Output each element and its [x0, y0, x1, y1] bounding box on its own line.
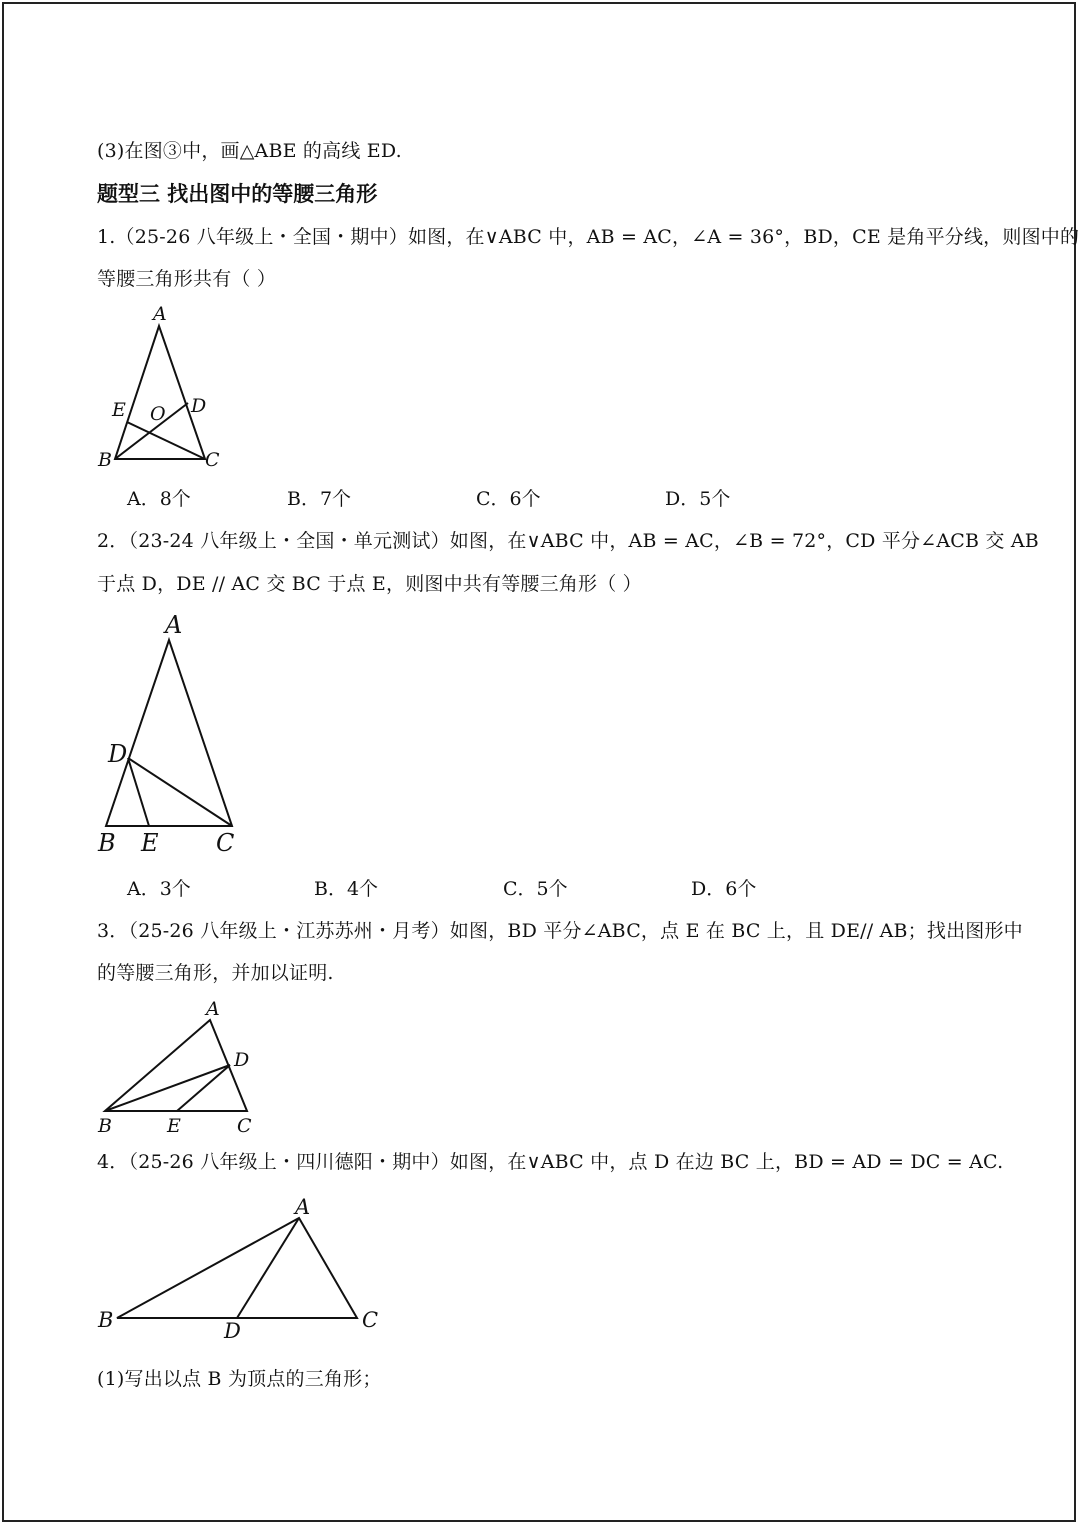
q1-label-a: A	[153, 303, 167, 325]
q4-label-b: B	[98, 1308, 114, 1332]
q1-option-b[interactable]: B．7个	[287, 488, 352, 510]
q2-segment-de	[128, 758, 149, 826]
q4-label-a: A	[295, 1195, 311, 1219]
q3-text-line1: 3．（25-26 八年级上・江苏苏州・月考）如图，BD 平分∠ABC，点 E 在 BC 上，且 DE// AB；找出图形中	[97, 920, 1023, 942]
q3-text-line2: 的等腰三角形，并加以证明.	[97, 962, 334, 984]
q3-label-c: C	[237, 1115, 252, 1137]
q2-triangle-abc	[106, 640, 232, 826]
q2-segment-dc	[128, 758, 232, 826]
q1-text-line2: 等腰三角形共有（ ）	[97, 268, 277, 290]
q2-option-a[interactable]: A．3个	[127, 878, 191, 900]
q4-segment-ad	[237, 1218, 299, 1318]
q1-option-c[interactable]: C．6个	[476, 488, 541, 510]
q4-label-c: C	[362, 1308, 379, 1332]
q1-text-line1: 1.（25-26 八年级上・全国・期中）如图，在∨ABC 中，AB = AC，∠A = 36°，BD，CE 是角平分线，则图中的	[97, 226, 1080, 248]
q1-option-a[interactable]: A．8个	[127, 488, 191, 510]
q2-text-line2: 于点 D，DE // AC 交 BC 于点 E，则图中共有等腰三角形（ ）	[97, 573, 642, 595]
q4-part-1: (1)写出以点 B 为顶点的三角形；	[97, 1368, 382, 1390]
q2-figure	[95, 610, 245, 860]
q2-label-b: B	[98, 829, 116, 857]
q1-triangle-abc	[115, 326, 205, 459]
q3-label-d: D	[234, 1049, 250, 1071]
q2-label-a: A	[165, 611, 183, 639]
q3-label-e: E	[167, 1115, 181, 1137]
part-3-instruction: (3)在图③中，画△ABE 的高线 ED.	[97, 140, 402, 162]
q1-option-d[interactable]: D．5个	[665, 488, 731, 510]
q3-label-b: B	[98, 1115, 112, 1137]
q2-option-c[interactable]: C．5个	[503, 878, 568, 900]
q1-label-c: C	[205, 449, 220, 471]
q4-text-line1: 4．（25-26 八年级上・四川德阳・期中）如图，在∨ABC 中，点 D 在边 BC 上，BD = AD = DC = AC.	[97, 1151, 1004, 1173]
q4-triangle-abc	[117, 1218, 357, 1318]
q1-label-e: E	[112, 399, 126, 421]
q3-triangle-abc	[105, 1020, 250, 1111]
q3-label-a: A	[206, 998, 220, 1020]
q2-text-line1: 2．（23-24 八年级上・全国・单元测试）如图，在∨ABC 中，AB = AC，∠B = 72°，CD 平分∠ACB 交 AB	[97, 530, 1039, 552]
q4-label-d: D	[224, 1319, 241, 1343]
q2-label-d: D	[108, 740, 128, 768]
q3-segment-de	[177, 1065, 230, 1111]
q4-figure	[95, 1190, 395, 1345]
q1-label-b: B	[98, 449, 112, 471]
q2-label-e: E	[141, 829, 159, 857]
q1-figure	[95, 300, 235, 475]
q3-figure	[95, 995, 265, 1140]
q1-label-o: O	[150, 403, 166, 425]
q3-segment-bd	[105, 1065, 230, 1111]
section-heading: 题型三 找出图中的等腰三角形	[97, 182, 378, 206]
q1-label-d: D	[191, 395, 207, 417]
q2-option-d[interactable]: D．6个	[691, 878, 757, 900]
q2-option-b[interactable]: B．4个	[314, 878, 379, 900]
q2-label-c: C	[216, 829, 235, 857]
